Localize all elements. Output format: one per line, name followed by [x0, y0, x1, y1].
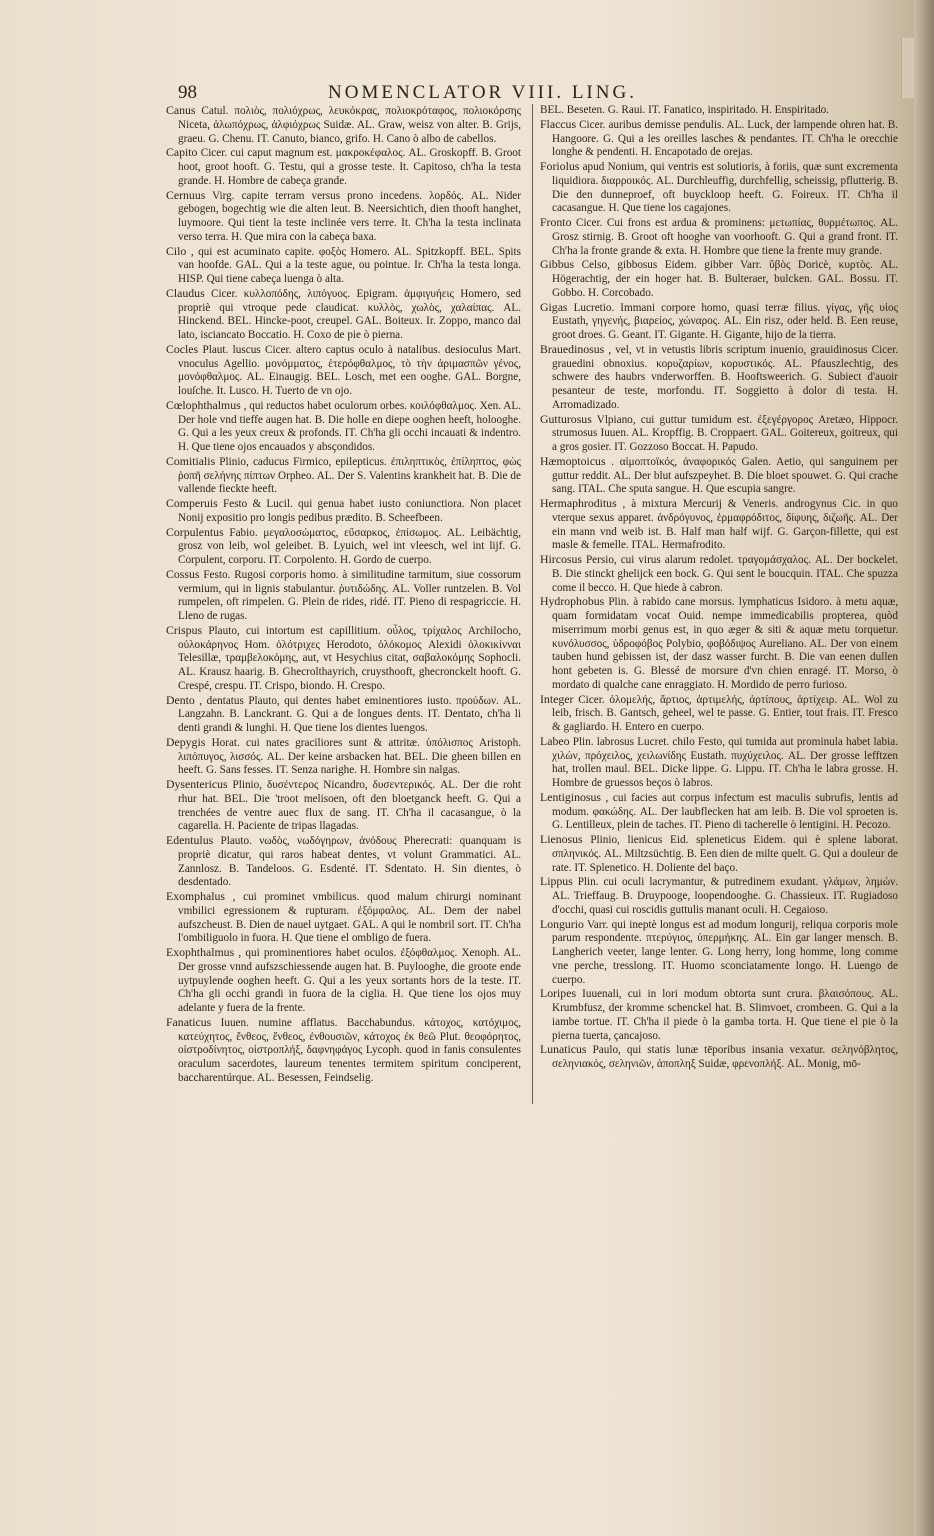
entry-text: Cicer. κυλλοπόδης, λιπόγυος. Epigram. ἀμφιγυήεις Homero, sed propriè qui vtroque pede claudicat. κυλλὸς, χωλὸς, χαλαίπας. AL. Hinckend. BEL. Hincke-poot, creupel. GAL. Boiteux. Ir. Zoppo, manco dal lato, isciancato Boccatio. H. Coxo de pie ò pierna. [178, 287, 521, 341]
entry-text: . αἱμοπτοϊκός, ἀναφορικός Galen. Aetio, qui sanguinem per guttur reddit. AL. Der blut aufszpeyhet. B. Die bloet spouwet. G. Qui crache sang. ITAL. Che sputa sangue. H. Que escupia sangre. [552, 455, 898, 496]
entry-headword: Cocles [166, 341, 199, 356]
dictionary-entry [166, 736, 521, 778]
entry-text: Persio, cui virus alarum redolet. τραγομάσχαλος. AL. Der bockelet. B. Die stinckt ghelijck een bock. G. Qui sent le boucquin. ITAL. Che spuzza come il becco. H. Que hiede à cabron. [552, 554, 898, 594]
entry-text: , vel, vt in vetustis libris scriptum inuenio, grauidinosus Cicer. grauedini obnoxius. κορυζαρίων, κορυστικός. AL. Pfauszlechtig, des schwere des haubrs vnderworffen. B. Hooftsweerich. G. Subiect d'auoir pesanteur de teste, morfondu. IT. Soggietto à dolor di testa. H. Arromadizado. [552, 343, 898, 411]
entry-headword: Gibbus [540, 257, 575, 272]
entry-headword: Cœlophthalmus [166, 397, 241, 412]
entry-text: , cui prominet vmbilicus. quod malum chirurgi nominant vmbilici egressionem & rupturam. ἐξόμφαλος. AL. Dem der nabel aufszcheust. B. Dien de nauel uytgaet. GAL. A qui le nombril sort. IT. Ch'ha l'ombiliguolo in fuora. H. Que tiene el ombligo de fuera. [178, 891, 521, 945]
entry-headword: Capito [166, 145, 198, 160]
entry-text: Fabio. μεγαλοσώματος, εὔσαρκος, ἐπίσωμος. AL. Leibächtig, grosz von leib, wol geleibet. B. Lyuich, wel int vleesch, wel int lijf. G. Corpulent, corporu. IT. Corpolento. H. Gordo de cuerpo. [178, 526, 521, 566]
entry-headword: Dento [166, 692, 195, 707]
entry-text: Iuuenali, cui in lori modum obtorta sunt crura. βλαισόπους. AL. Krumbfusz, der kromme schenckel hat. B. Slimvoet, crombeen. G. Qui a la iambe tortue. IT. Ch'ha il piede ò la gamba torta. H. Que tiene el pie ò la pierna tuerta, çancajoso. [552, 988, 898, 1042]
entry-headword: Lunaticus [540, 1042, 587, 1057]
entry-headword: Comperuis [166, 496, 218, 510]
entry-text: Iuuen. numine afflatus. Bacchabundus. κάτοχος, κατόχιμος, κατεύχητος, ἔνθεος, ἔνθεος, ἐνθουσιῶν, κάτοχος ἐκ θεῶ Plut. θεοφόρητος, οἰστροδίνητος, οἰστροπλήξ, δαφνηφάγος Lycoph. quod in fanis consulentes oraculum sacerdotes, laureum tenentes termitem spiritum conciperent, baccharentúrque. AL. Besessen, Feindselig. [178, 1016, 521, 1084]
entry-headword: Cernuus [166, 187, 206, 202]
entry-text: Festo & Lucil. qui genua habet iusto coniunctiora. Non placet Nonij expositio pro longis pedibus prædito. B. Scheefbeen. [178, 498, 521, 524]
entry-headword: Hæmoptoicus [540, 453, 606, 468]
dictionary-entry [166, 497, 521, 526]
entry-text: Plin. cui oculi lacrymantur, & putredinem exudant. γλάμων, λημών. AL. Trieffaug. B. Druypooge, loopendooghe. G. Chassieux. IT. Rugiadoso d'occhi, quasi cui roscidis guttulis manant oculi. H. Cegaioso. [552, 876, 898, 916]
entry-text: BEL. Beseten. G. Raui. IT. Fanatico, inspiritado. H. Enspiritado. [540, 104, 830, 116]
entry-text: , qui reductos habet oculorum orbes. κοιλόφθαλμος. Xen. AL. Der hole vnd tieffe augen hat. B. Die holle en diepe ooghen heeft, holooghe. G. Qui a les yeux creux & profonds. IT. Ch'ha gli occhi incauati & indentro. H. Que tiene ojos encauados y absçondidos. [178, 399, 521, 453]
left-column [166, 104, 521, 1489]
page-header [178, 82, 738, 106]
dictionary-entry [540, 693, 898, 735]
entry-headword: Cilo [166, 243, 187, 258]
entry-text: Paulo, qui statis lunæ tēporibus insania vexatur. σεληνόβλητος, σεληνιακός, σεληνιῶν, ἀποπληξ Suidæ, φρενοπλήξ. AL. Monig, mō- [552, 1044, 898, 1070]
entry-text: Cicer. Cui frons est ardua & prominens: μετωπίας, θυρμέτωπος. AL. Grosz stirnig. B. Groot oft hooghe van voorhooft. G. Qui a grand front. IT. Ch'ha la fronte grande & exta. H. Hombre que tiene la frente muy grande. [552, 217, 898, 257]
dictionary-entry [540, 258, 898, 300]
dictionary-entry [166, 526, 521, 568]
entry-headword: Claudus [166, 285, 205, 300]
entry-headword: Comitialis [166, 453, 216, 468]
entry-text: Plauto. νωδὸς, νωδόγηρων, ἀνόδους Pherecrati: quanquam is propriè dicatur, qui raros habeat dentes, vt volunt Grammatici. AL. Zannlosz. B. Tandeloos. G. Esdenté. IT. Sdentato. H. Sin dientes, ò desdentado. [178, 835, 521, 889]
dictionary-entry [540, 553, 898, 595]
right-column [540, 104, 898, 1489]
page-number: 98 [178, 82, 197, 103]
entry-text: Horat. cui nates graciliores sunt & attritæ. ὑπόλισπος Aristoph. λιπόπυγος, λισσός. AL. Der keine arsbacken hat. BEL. Die gheen billen en heeft. G. Sans fesses. IT. Senza narighe. H. Hombre sin nalgas. [178, 736, 521, 777]
entry-text: Varr. qui ineptè longus est ad modum longurij, reliqua corporis mole parum respondente. πτερύγιος, ὑπερμήκης. AL. Ein gar langer mensch. B. Langherich veeter, lange lenter. G. Long herry, long homme, long comme vne perche, tresslong. IT. Huomo sconciatamente longo. H. Luengo de cuerpo. [552, 918, 898, 986]
entry-headword: Lentiginosus [540, 789, 601, 804]
dictionary-entry [540, 595, 898, 692]
dictionary-entry [540, 918, 898, 988]
entry-text: apud Nonium, qui ventris est solutioris, à foriis, quæ sunt excrementa liquidiora. διαρροικός. AL. Durchleuffig, durchfellig, scheissig, pflutterig. B. Die den dunneproef, oft buyckloop heeft. G. Foireux. IT. Ch'ha il cacasangue. H. Que tiene los cagajones. [552, 161, 898, 215]
entry-headword: Integer [540, 691, 574, 706]
entry-text: Cicer. auribus demisse pendulis. AL. Luck, der lampende ohren hat. B. Hangoore. G. Qui a les oreilles lasches & pendantes. IT. Ch'ha le orecchie longhe & pendenti. H. Encapotado de orejas. [552, 118, 898, 159]
entry-headword: Lienosus [540, 832, 583, 846]
entry-headword: Cossus [166, 566, 200, 581]
entry-headword: Edentulus [166, 833, 214, 847]
entry-headword: Longurio [540, 916, 584, 931]
entry-headword: Crispus [166, 622, 203, 637]
entry-text: , qui est acuminato capite. φοξὸς Homero. AL. Spitzkopff. BEL. Spits van hoofde. GAL. Qui a la teste ague, ou pointue. Ir. Ch'ha la testa longa. HISP. Qui tiene cabeça luenga ò alta. [178, 245, 521, 285]
entry-headword: Hircosus [540, 552, 582, 566]
dictionary-entry [540, 413, 898, 455]
entry-headword: Brauedinosus [540, 341, 605, 356]
page-edge-shadow [914, 0, 934, 1536]
dictionary-entry [540, 987, 898, 1043]
entry-headword: Labeo [540, 733, 570, 748]
entry-text: Plinio, lienicus Eid. spleneticus Eidem. qui è splene laborat. σπληνικός. AL. Miltzsüchtig. B. Een dien de milte quelt. G. Qui a douleur de rate. IT. Splenetico. H. Doliente del baço. [552, 834, 898, 874]
dictionary-entry [540, 833, 898, 875]
dictionary-entry [540, 791, 898, 833]
dictionary-entry [540, 735, 898, 791]
entry-text: Cicer. cui caput magnum est. μακροκέφαλος. AL. Groskopff. B. Groot hoot, groot hooft. G. Testu, qui a grosse teste. It. Capitoso, ch'ha la testa grande. H. Hombre de cabeça grande. [178, 147, 521, 187]
dictionary-entry [166, 189, 521, 245]
dictionary-entry [166, 146, 521, 188]
dictionary-entry [166, 245, 521, 287]
entry-text: , dentatus Plauto, qui dentes habet eminentiores iusto. προύδων. AL. Langzahn. B. Lanckrant. G. Qui a de longues dents. IT. Dentato, ch'ha li denti grandi & lunghi. H. Que tiene los dientes luengos. [178, 694, 521, 734]
dictionary-entry [166, 946, 521, 1016]
entry-headword: Flaccus [540, 116, 577, 131]
entry-headword: Foriolus [540, 159, 580, 173]
dictionary-entry [540, 160, 898, 216]
dictionary-entry [540, 1043, 898, 1072]
entry-text: , à mixtura Mercurij & Veneris. androgynus Cic. in quo vterque sexus apparet. ἀνδρόγυνος, ἑρμαφρόδιτος, δίφυης, διζωῆς. AL. Der ein mann vnd weib ist. B. Half man half wijf. G. Garçon-fillette, qui est masle & femelle. ITAL. Hermafrodito. [552, 498, 898, 552]
dictionary-entry [540, 301, 898, 343]
dictionary-entry [540, 118, 898, 160]
dictionary-entry [166, 455, 521, 497]
entry-text: Festo. Rugosi corporis homo. à similitudine tarmitum, siue cossorum vermium, qui in lignis stabulantur. ῥυτιδώδης. AL. Voller runtzelen. B. Vol rumpelen, oft rimpelen. G. Plein de rides, ridé. IT. Pieno di respagriccie. H. Lleno de rugas. [178, 568, 521, 622]
entry-text: Plinio, δυσέντερος Nicandro, δυσεντερικός. AL. Der die roht rhur hat. BEL. Die 'troot melisoen, oft den bloetganck heeft. G. Qui a trenchées de ventre auec flux de sang. IT. Ch'ha il cacasangue, ò la cagarella. H. Paciente de tripas llagadas. [178, 779, 521, 833]
entry-headword: Fanaticus [166, 1014, 212, 1029]
dictionary-entry [166, 568, 521, 624]
dictionary-entry [166, 343, 521, 399]
entry-text: , qui prominentiores habet oculos. ἐξόφθαλμος. Xenoph. AL. Der grosse vnnd aufszschiessende augen hat. B. Puylooghe, die groote ende uytpuylende ooghen heeft. G. Qui a les yeux sortants hors de la teste. IT. Ch'ha gli occhi grandi in fuora de la ciglia. H. Que tiene los ojos muy adelante y fuera de la frente. [178, 947, 521, 1014]
entry-headword: Exomphalus [166, 889, 225, 903]
entry-text: Celso, gibbosus Eidem. gibber Varr. ὕβὸς Doricè, κυρτὸς. AL. Högerachtig, der ein hoger hat. B. Bulteraer, bulcken. GAL. Bossu. IT. Gobbo. H. Corcobado. [552, 259, 898, 299]
entry-headword: Hermaphroditus [540, 496, 617, 510]
entry-text: Vlpiano, cui guttur tumidum est. ἐξεγέργορος Aretæo, Hippocr. strumosus Iuuen. AL. Kropffig. B. Croppaert. GAL. Goitereux, goitreux, qui a gros gosier. IT. Gozzoso Boccat. H. Papudo. [552, 413, 898, 453]
entry-text: Plin. labrosus Lucret. chilo Festo, qui tumida aut prominula habet labia. χιλών, πρόχειλος, χειλωνίδης Eustath. πυχύχειλος. AL. Der grosse lefftzen hat, trollen maul. BEL. Dicke lippe. G. Lippu. IT. Ch'ha le labra grosse. H. Hombre de gruessos beços ò labros. [552, 735, 898, 789]
entry-headword: Hydrophobus [540, 594, 605, 609]
dictionary-entry [166, 834, 521, 890]
entry-text: Catul. πολιὸς, πολιόχρως, λευκόκρας, πολιοκρόταφος, πολιοκόρσης Niceta, ἁλωπόχρως, ἀλφιόχρως Suidæ. AL. Graw, weisz von alter. B. Grijs, graeu. G. Chenu. IT. Canuto, bianco, grifo. H. Cano ò albo de cabellos. [178, 105, 521, 145]
entry-text: , cui facies aut corpus infectum est maculis subrufis, lentis ad modum. φακώδης. AL. Der laubflecken hat am leib. B. Die vol sproeten is. G. Lentilleux, plein de taches. IT. Pieno di tacherelle ò lentigini. H. Pecozo. [552, 791, 898, 832]
dictionary-entry [540, 343, 898, 413]
dictionary-entry [166, 890, 521, 946]
dictionary-entry [166, 287, 521, 343]
entry-headword: Depygis [166, 734, 206, 749]
page-tab [901, 38, 914, 98]
dictionary-entry [166, 1016, 521, 1086]
entry-text: Lucretio. Immani corpore homo, quasi terræ filius. γίγας, γῆς υἱος Eustath, γηγενής, βιαρείος, χώναρος. AL. Ein risz, oder held. B. Een reuse, groot droes. G. Geant. IT. Gigante. H. Gigante, hijo de la tierra. [552, 301, 898, 341]
column-divider [532, 104, 533, 1104]
dictionary-entry [540, 455, 898, 497]
entry-text: Virg. capite terram versus prono incedens. λορδός. AL. Nider gebogen, bogechtig wie die alten leut. B. Neersichtich, dien thooft hanghet, luymoore. Qui tient la teste inclinée vers terre. It. Ch'ha la testa inclinata verso terra. H. Que mira con la cabeça baxa. [178, 189, 521, 243]
entry-headword: Canus [166, 104, 196, 117]
dictionary-entry [166, 399, 521, 455]
running-head: NOMENCLATOR VIII. LING. [328, 82, 637, 103]
entry-text: Plinio, caducus Firmico, epilepticus. ἐπιληπτικὸς, ἐπίληπτος, φὼς ῥοπῆ σελήνης πίπτων Orpheo. AL. Der S. Valentins krankheit hat. B. Die de vallende fieckte heeft. [178, 455, 521, 496]
entry-headword: Lippus [540, 874, 573, 889]
dictionary-entry [540, 875, 898, 917]
dictionary-entry [540, 216, 898, 258]
entry-headword: Exophthalmus [166, 945, 235, 959]
entry-text: Plaut. luscus Cicer. altero captus oculo à natalibus. desioculus Mart. vnoculus Agellio. μονόμματος, ἑτερόφθαλμος, τὸ τὴν ἀριμασπῶν γένος, μονόφθαλμος. AL. Einaugig. BEL. Losch, met een ooghe. GAL. Borgne, louſche. It. Lusco. H. Tuerto de vn ojo. [178, 343, 521, 397]
dictionary-entry [166, 694, 521, 736]
entry-headword: Fronto [540, 215, 572, 229]
dictionary-entry [540, 104, 898, 118]
dictionary-entry [166, 624, 521, 694]
dictionary-entry [540, 497, 898, 553]
entry-headword: Gutturosus [540, 411, 592, 426]
entry-headword: Corpulentus [166, 524, 224, 539]
entry-text: Cicer. ὁλομελής, ἄρτιος, ἀρτιμελής, ἀρτίπους, ἀρτίχειρ. AL. Wol zu leib, frisch. B. Gantsch, geheel, wel te passe. G. Entier, tout frais. IT. Fresco & gagliardo. H. Entero en cuerpo. [552, 693, 898, 733]
entry-headword: Gigas [540, 299, 568, 314]
dictionary-entry [166, 104, 521, 146]
entry-text: Plin. à rabido cane morsus. lymphaticus Isidoro. à metu aquæ, quam formidatam vocat Ouid. nempe immedicabilis propterea, quòd miserrimum morbi genus est, in quo æger & siti & aquæ metu torquetur. κυνόλυσσος, ὑδροφόβος Polybio, φοβόδιψος Aureliano. AL. Der von einem tauben hund gebissen ist, der dasz wasser furcht. B. Die van eenen dullen hont gebeten is. G. Blessé de morsure d'vn chien enragé. IT. Morso, ò mordato di qualche cane enraggiato. H. Mordido de perro furioso. [552, 596, 898, 691]
entry-text: Plauto, cui intortum est capillitium. οὖλος, τρίχαλος Archilocho, οὐλοκάρηνος Hom. ὁλότριχες Herodoto, ὁλόκομος Alexidi ὁλοκικίνναι Telesillæ, τραμβελοκόμης, aut, vt Hesychius citat, σαβαλοκόμης Sophocli. AL. Krausz haarig. B. Ghecrolthayrich, cruysthooft, ghecronckelt hooft. G. Crespé, crespu. IT. Crispo, biondo. H. Crespo. [178, 624, 521, 692]
dictionary-entry [166, 778, 521, 834]
entry-headword: Dysentericus [166, 777, 228, 791]
entry-headword: Loripes [540, 986, 577, 1001]
